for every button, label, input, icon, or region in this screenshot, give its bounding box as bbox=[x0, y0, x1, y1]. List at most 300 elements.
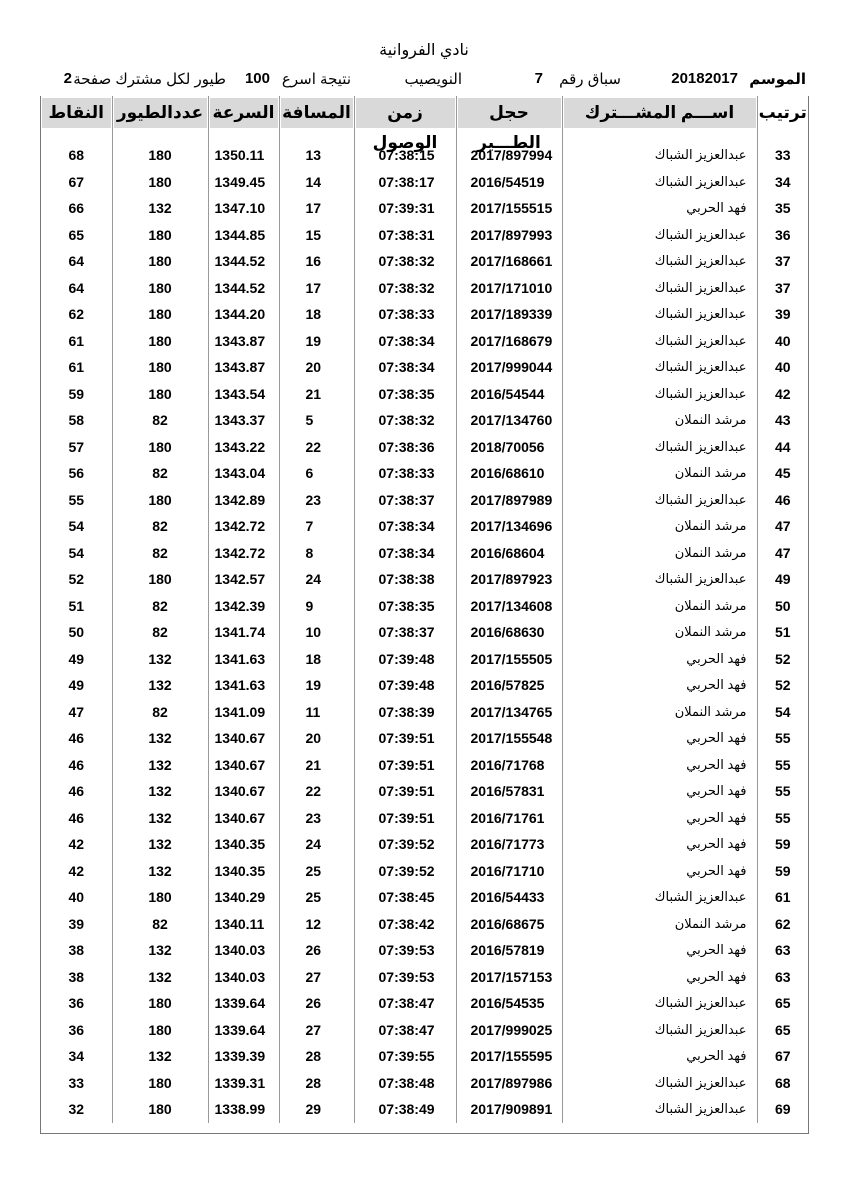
cell-name: عبدالعزيز الشباك bbox=[562, 248, 757, 275]
col-time: زمن الوصول bbox=[354, 96, 456, 136]
col-distance: المسافة bbox=[279, 96, 354, 136]
cell-birds: 132 bbox=[112, 831, 208, 858]
cell-name: فهد الحربي bbox=[562, 672, 757, 699]
cell-points: 34 bbox=[68, 1048, 85, 1065]
table-row bbox=[41, 513, 808, 540]
cell-rank: 45 bbox=[757, 460, 808, 487]
cell-ring: 2016/57825 bbox=[456, 672, 562, 699]
cell-ring: 2017/134608 bbox=[456, 593, 562, 620]
cell-time: 07:39:55 bbox=[354, 1043, 456, 1070]
cell-points: 46 bbox=[68, 809, 85, 826]
cell-ring: 2016/71768 bbox=[456, 752, 562, 779]
cell-time: 07:38:34 bbox=[354, 540, 456, 567]
cell-points: 40 bbox=[68, 889, 85, 906]
cell-points: 56 bbox=[68, 465, 85, 482]
cell-rank: 35 bbox=[757, 195, 808, 222]
cell-rank: 47 bbox=[757, 513, 808, 540]
cell-distance: 25 bbox=[279, 858, 354, 885]
cell-ring: 2016/54433 bbox=[456, 884, 562, 911]
cell-distance: 18 bbox=[279, 301, 354, 328]
cell-birds: 180 bbox=[112, 222, 208, 249]
cell-time: 07:38:48 bbox=[354, 1070, 456, 1097]
cell-birds: 132 bbox=[112, 646, 208, 673]
cell-rank: 42 bbox=[757, 381, 808, 408]
cell-rank: 65 bbox=[757, 990, 808, 1017]
cell-speed: 1339.64 bbox=[208, 990, 279, 1017]
results-table bbox=[41, 96, 808, 1123]
cell-name: مرشد النملان bbox=[562, 593, 757, 620]
table-row bbox=[41, 1017, 808, 1044]
table-row bbox=[41, 805, 808, 832]
cell-birds: 82 bbox=[112, 911, 208, 938]
cell-name: عبدالعزيز الشباك bbox=[562, 354, 757, 381]
table-row bbox=[41, 1043, 808, 1070]
cell-distance: 26 bbox=[279, 990, 354, 1017]
table-row bbox=[41, 646, 808, 673]
cell-time: 07:38:39 bbox=[354, 699, 456, 726]
cell-distance: 17 bbox=[279, 195, 354, 222]
cell-speed: 1340.35 bbox=[208, 831, 279, 858]
cell-time: 07:39:51 bbox=[354, 752, 456, 779]
cell-time: 07:39:48 bbox=[354, 672, 456, 699]
cell-ring: 2018/70056 bbox=[456, 434, 562, 461]
cell-birds: 180 bbox=[112, 487, 208, 514]
cell-birds: 132 bbox=[112, 1043, 208, 1070]
table-row bbox=[41, 354, 808, 381]
cell-name: عبدالعزيز الشباك bbox=[562, 1017, 757, 1044]
cell-points: 58 bbox=[68, 412, 85, 429]
table-row bbox=[41, 248, 808, 275]
cell-ring: 2017/134696 bbox=[456, 513, 562, 540]
cell-rank: 36 bbox=[757, 222, 808, 249]
cell-distance: 21 bbox=[279, 752, 354, 779]
cell-speed: 1347.10 bbox=[208, 195, 279, 222]
cell-rank: 46 bbox=[757, 487, 808, 514]
cell-rank: 43 bbox=[757, 407, 808, 434]
table-row bbox=[41, 222, 808, 249]
page-number: 2 bbox=[63, 70, 72, 87]
cell-distance: 9 bbox=[279, 593, 354, 620]
table-row bbox=[41, 1096, 808, 1123]
cell-time: 07:38:36 bbox=[354, 434, 456, 461]
cell-speed: 1341.09 bbox=[208, 699, 279, 726]
cell-speed: 1340.35 bbox=[208, 858, 279, 885]
cell-distance: 24 bbox=[279, 566, 354, 593]
cell-distance: 21 bbox=[279, 381, 354, 408]
cell-name: عبدالعزيز الشباك bbox=[562, 222, 757, 249]
table-row bbox=[41, 884, 808, 911]
col-points: النقاط bbox=[41, 96, 112, 136]
cell-points: 51 bbox=[68, 597, 85, 614]
cell-time: 07:38:34 bbox=[354, 354, 456, 381]
cell-distance: 25 bbox=[279, 884, 354, 911]
cell-time: 07:38:32 bbox=[354, 248, 456, 275]
cell-points: 49 bbox=[68, 650, 85, 667]
cell-time: 07:39:52 bbox=[354, 831, 456, 858]
cell-ring: 2017/897986 bbox=[456, 1070, 562, 1097]
cell-name: عبدالعزيز الشباك bbox=[562, 328, 757, 355]
table-row bbox=[41, 540, 808, 567]
table-row bbox=[41, 434, 808, 461]
table-row bbox=[41, 778, 808, 805]
cell-name: عبدالعزيز الشباك bbox=[562, 1096, 757, 1123]
cell-rank: 59 bbox=[757, 831, 808, 858]
cell-points: 52 bbox=[68, 571, 85, 588]
cell-speed: 1342.72 bbox=[208, 513, 279, 540]
cell-time: 07:38:37 bbox=[354, 619, 456, 646]
table-row bbox=[41, 593, 808, 620]
cell-name: عبدالعزيز الشباك bbox=[562, 434, 757, 461]
cell-birds: 180 bbox=[112, 1070, 208, 1097]
cell-speed: 1340.67 bbox=[208, 778, 279, 805]
cell-points: 39 bbox=[68, 915, 85, 932]
cell-rank: 59 bbox=[757, 858, 808, 885]
table-row bbox=[41, 964, 808, 991]
cell-birds: 180 bbox=[112, 169, 208, 196]
cell-time: 07:38:49 bbox=[354, 1096, 456, 1123]
cell-time: 07:38:47 bbox=[354, 1017, 456, 1044]
cell-ring: 2017/897923 bbox=[456, 566, 562, 593]
race-label: سباق رقم bbox=[559, 71, 621, 88]
cell-time: 07:39:48 bbox=[354, 646, 456, 673]
cell-distance: 27 bbox=[279, 1017, 354, 1044]
table-row bbox=[41, 831, 808, 858]
cell-speed: 1340.67 bbox=[208, 805, 279, 832]
cell-speed: 1343.87 bbox=[208, 328, 279, 355]
cell-time: 07:39:31 bbox=[354, 195, 456, 222]
cell-speed: 1342.72 bbox=[208, 540, 279, 567]
cell-distance: 22 bbox=[279, 434, 354, 461]
cell-time: 07:38:32 bbox=[354, 407, 456, 434]
table-row bbox=[41, 752, 808, 779]
table-row bbox=[41, 381, 808, 408]
cell-birds: 132 bbox=[112, 858, 208, 885]
cell-rank: 44 bbox=[757, 434, 808, 461]
cell-distance: 6 bbox=[279, 460, 354, 487]
cell-points: 67 bbox=[68, 173, 85, 190]
cell-speed: 1344.52 bbox=[208, 275, 279, 302]
table-row bbox=[41, 858, 808, 885]
cell-distance: 22 bbox=[279, 778, 354, 805]
cell-time: 07:39:51 bbox=[354, 725, 456, 752]
cell-name: فهد الحربي bbox=[562, 805, 757, 832]
cell-birds: 180 bbox=[112, 248, 208, 275]
results-table-frame bbox=[40, 96, 809, 1134]
cell-speed: 1344.85 bbox=[208, 222, 279, 249]
cell-ring: 2017/897989 bbox=[456, 487, 562, 514]
cell-birds: 132 bbox=[112, 937, 208, 964]
cell-birds: 132 bbox=[112, 725, 208, 752]
cell-ring: 2017/155515 bbox=[456, 195, 562, 222]
cell-speed: 1343.04 bbox=[208, 460, 279, 487]
cell-name: عبدالعزيز الشباك bbox=[562, 169, 757, 196]
cell-birds: 180 bbox=[112, 354, 208, 381]
cell-points: 46 bbox=[68, 783, 85, 800]
cell-speed: 1343.87 bbox=[208, 354, 279, 381]
cell-distance: 5 bbox=[279, 407, 354, 434]
cell-time: 07:38:45 bbox=[354, 884, 456, 911]
cell-ring: 2017/999025 bbox=[456, 1017, 562, 1044]
cell-speed: 1339.39 bbox=[208, 1043, 279, 1070]
cell-points: 66 bbox=[68, 200, 85, 217]
cell-ring: 2017/171010 bbox=[456, 275, 562, 302]
cell-time: 07:38:35 bbox=[354, 381, 456, 408]
cell-time: 07:38:33 bbox=[354, 301, 456, 328]
cell-name: فهد الحربي bbox=[562, 646, 757, 673]
cell-name: عبدالعزيز الشباك bbox=[562, 487, 757, 514]
cell-rank: 50 bbox=[757, 593, 808, 620]
cell-points: 42 bbox=[68, 836, 85, 853]
cell-name: مرشد النملان bbox=[562, 540, 757, 567]
table-row bbox=[41, 407, 808, 434]
cell-distance: 14 bbox=[279, 169, 354, 196]
cell-rank: 54 bbox=[757, 699, 808, 726]
cell-rank: 55 bbox=[757, 778, 808, 805]
cell-birds: 82 bbox=[112, 513, 208, 540]
cell-speed: 1340.67 bbox=[208, 752, 279, 779]
cell-name: فهد الحربي bbox=[562, 964, 757, 991]
cell-speed: 1349.45 bbox=[208, 169, 279, 196]
cell-points: 36 bbox=[68, 995, 85, 1012]
table-row bbox=[41, 301, 808, 328]
cell-ring: 2017/168661 bbox=[456, 248, 562, 275]
cell-birds: 180 bbox=[112, 1017, 208, 1044]
cell-ring: 2016/57819 bbox=[456, 937, 562, 964]
cell-rank: 40 bbox=[757, 328, 808, 355]
race-number: 7 bbox=[534, 70, 543, 87]
cell-ring: 2016/68610 bbox=[456, 460, 562, 487]
cell-birds: 180 bbox=[112, 275, 208, 302]
club-title: نادي الفروانية bbox=[379, 42, 469, 59]
cell-name: مرشد النملان bbox=[562, 513, 757, 540]
cell-points: 32 bbox=[68, 1101, 85, 1118]
cell-speed: 1344.52 bbox=[208, 248, 279, 275]
cell-time: 07:38:32 bbox=[354, 275, 456, 302]
cell-name: مرشد النملان bbox=[562, 407, 757, 434]
cell-distance: 18 bbox=[279, 646, 354, 673]
cell-points: 55 bbox=[68, 491, 85, 508]
cell-name: عبدالعزيز الشباك bbox=[562, 142, 757, 169]
cell-rank: 39 bbox=[757, 301, 808, 328]
table-row bbox=[41, 328, 808, 355]
cell-speed: 1340.11 bbox=[208, 911, 279, 938]
cell-rank: 69 bbox=[757, 1096, 808, 1123]
cell-distance: 15 bbox=[279, 222, 354, 249]
cell-distance: 19 bbox=[279, 328, 354, 355]
cell-time: 07:38:33 bbox=[354, 460, 456, 487]
cell-distance: 8 bbox=[279, 540, 354, 567]
cell-speed: 1343.22 bbox=[208, 434, 279, 461]
cell-points: 64 bbox=[68, 253, 85, 270]
result-label: نتيجة اسرع bbox=[281, 71, 351, 88]
cell-rank: 51 bbox=[757, 619, 808, 646]
cell-speed: 1342.89 bbox=[208, 487, 279, 514]
cell-birds: 82 bbox=[112, 407, 208, 434]
cell-birds: 180 bbox=[112, 301, 208, 328]
cell-name: عبدالعزيز الشباك bbox=[562, 301, 757, 328]
cell-ring: 2016/54535 bbox=[456, 990, 562, 1017]
cell-name: مرشد النملان bbox=[562, 699, 757, 726]
cell-speed: 1344.20 bbox=[208, 301, 279, 328]
cell-ring: 2016/68675 bbox=[456, 911, 562, 938]
cell-speed: 1341.63 bbox=[208, 672, 279, 699]
cell-distance: 10 bbox=[279, 619, 354, 646]
cell-rank: 52 bbox=[757, 646, 808, 673]
cell-speed: 1338.99 bbox=[208, 1096, 279, 1123]
cell-birds: 82 bbox=[112, 619, 208, 646]
cell-time: 07:38:15 bbox=[354, 142, 456, 169]
table-row bbox=[41, 566, 808, 593]
cell-rank: 49 bbox=[757, 566, 808, 593]
location: النويصيب bbox=[404, 71, 462, 88]
col-speed: السرعة bbox=[208, 96, 279, 136]
cell-name: فهد الحربي bbox=[562, 937, 757, 964]
table-row bbox=[41, 487, 808, 514]
table-header bbox=[41, 96, 808, 136]
cell-time: 07:38:17 bbox=[354, 169, 456, 196]
cell-birds: 132 bbox=[112, 778, 208, 805]
cell-time: 07:39:51 bbox=[354, 778, 456, 805]
table-row bbox=[41, 1070, 808, 1097]
cell-rank: 37 bbox=[757, 248, 808, 275]
table-row bbox=[41, 169, 808, 196]
cell-points: 47 bbox=[68, 703, 85, 720]
cell-ring: 2016/54519 bbox=[456, 169, 562, 196]
cell-distance: 20 bbox=[279, 354, 354, 381]
cell-ring: 2017/897994 bbox=[456, 142, 562, 169]
cell-birds: 82 bbox=[112, 540, 208, 567]
col-name: اســـم المشـــترك bbox=[562, 96, 757, 136]
cell-distance: 7 bbox=[279, 513, 354, 540]
cell-ring: 2017/168679 bbox=[456, 328, 562, 355]
table-row bbox=[41, 990, 808, 1017]
cell-points: 36 bbox=[68, 1021, 85, 1038]
cell-birds: 132 bbox=[112, 805, 208, 832]
season-value: 20182017 bbox=[671, 70, 738, 87]
cell-distance: 28 bbox=[279, 1043, 354, 1070]
cell-rank: 55 bbox=[757, 725, 808, 752]
cell-birds: 132 bbox=[112, 195, 208, 222]
table-row bbox=[41, 275, 808, 302]
cell-name: فهد الحربي bbox=[562, 1043, 757, 1070]
cell-rank: 63 bbox=[757, 964, 808, 991]
cell-points: 50 bbox=[68, 624, 85, 641]
cell-points: 61 bbox=[68, 332, 85, 349]
cell-name: عبدالعزيز الشباك bbox=[562, 275, 757, 302]
result-count: 100 bbox=[244, 70, 270, 87]
cell-ring: 2017/909891 bbox=[456, 1096, 562, 1123]
cell-birds: 180 bbox=[112, 566, 208, 593]
cell-birds: 82 bbox=[112, 699, 208, 726]
cell-name: فهد الحربي bbox=[562, 778, 757, 805]
table-row bbox=[41, 460, 808, 487]
cell-rank: 40 bbox=[757, 354, 808, 381]
cell-time: 07:39:53 bbox=[354, 964, 456, 991]
cell-speed: 1340.03 bbox=[208, 964, 279, 991]
cell-ring: 2017/157153 bbox=[456, 964, 562, 991]
cell-distance: 19 bbox=[279, 672, 354, 699]
cell-birds: 180 bbox=[112, 142, 208, 169]
cell-speed: 1343.37 bbox=[208, 407, 279, 434]
cell-speed: 1340.29 bbox=[208, 884, 279, 911]
cell-points: 64 bbox=[68, 279, 85, 296]
cell-time: 07:39:53 bbox=[354, 937, 456, 964]
cell-speed: 1350.11 bbox=[208, 142, 279, 169]
cell-ring: 2017/134765 bbox=[456, 699, 562, 726]
cell-points: 33 bbox=[68, 1074, 85, 1091]
cell-points: 61 bbox=[68, 359, 85, 376]
cell-points: 62 bbox=[68, 306, 85, 323]
cell-points: 59 bbox=[68, 385, 85, 402]
cell-distance: 28 bbox=[279, 1070, 354, 1097]
cell-time: 07:38:35 bbox=[354, 593, 456, 620]
cell-ring: 2017/155595 bbox=[456, 1043, 562, 1070]
cell-name: عبدالعزيز الشباك bbox=[562, 566, 757, 593]
cell-speed: 1340.03 bbox=[208, 937, 279, 964]
cell-name: مرشد النملان bbox=[562, 460, 757, 487]
cell-ring: 2016/71710 bbox=[456, 858, 562, 885]
cell-speed: 1339.64 bbox=[208, 1017, 279, 1044]
cell-rank: 34 bbox=[757, 169, 808, 196]
cell-ring: 2017/189339 bbox=[456, 301, 562, 328]
cell-birds: 132 bbox=[112, 672, 208, 699]
cell-birds: 132 bbox=[112, 964, 208, 991]
cell-distance: 12 bbox=[279, 911, 354, 938]
cell-distance: 11 bbox=[279, 699, 354, 726]
cell-rank: 52 bbox=[757, 672, 808, 699]
cell-rank: 55 bbox=[757, 752, 808, 779]
cell-name: عبدالعزيز الشباك bbox=[562, 1070, 757, 1097]
cell-birds: 180 bbox=[112, 1096, 208, 1123]
cell-distance: 26 bbox=[279, 937, 354, 964]
per-page-label: طيور لكل مشترك صفحة bbox=[73, 71, 226, 88]
cell-distance: 23 bbox=[279, 805, 354, 832]
cell-time: 07:39:51 bbox=[354, 805, 456, 832]
cell-name: فهد الحربي bbox=[562, 195, 757, 222]
cell-name: عبدالعزيز الشباك bbox=[562, 381, 757, 408]
cell-time: 07:38:38 bbox=[354, 566, 456, 593]
cell-rank: 61 bbox=[757, 884, 808, 911]
cell-distance: 23 bbox=[279, 487, 354, 514]
cell-ring: 2016/71773 bbox=[456, 831, 562, 858]
cell-distance: 29 bbox=[279, 1096, 354, 1123]
cell-points: 38 bbox=[68, 942, 85, 959]
cell-ring: 2016/57831 bbox=[456, 778, 562, 805]
table-row bbox=[41, 937, 808, 964]
cell-points: 46 bbox=[68, 730, 85, 747]
cell-time: 07:38:37 bbox=[354, 487, 456, 514]
col-rank: ترتيب bbox=[757, 96, 808, 136]
cell-ring: 2017/155548 bbox=[456, 725, 562, 752]
cell-speed: 1340.67 bbox=[208, 725, 279, 752]
cell-birds: 82 bbox=[112, 593, 208, 620]
cell-rank: 37 bbox=[757, 275, 808, 302]
cell-ring: 2017/897993 bbox=[456, 222, 562, 249]
cell-points: 54 bbox=[68, 544, 85, 561]
cell-time: 07:38:47 bbox=[354, 990, 456, 1017]
cell-speed: 1341.74 bbox=[208, 619, 279, 646]
cell-rank: 55 bbox=[757, 805, 808, 832]
cell-name: فهد الحربي bbox=[562, 858, 757, 885]
table-row bbox=[41, 195, 808, 222]
cell-speed: 1341.63 bbox=[208, 646, 279, 673]
cell-distance: 17 bbox=[279, 275, 354, 302]
cell-birds: 180 bbox=[112, 434, 208, 461]
cell-speed: 1342.39 bbox=[208, 593, 279, 620]
cell-name: عبدالعزيز الشباك bbox=[562, 990, 757, 1017]
cell-name: فهد الحربي bbox=[562, 752, 757, 779]
cell-birds: 180 bbox=[112, 381, 208, 408]
